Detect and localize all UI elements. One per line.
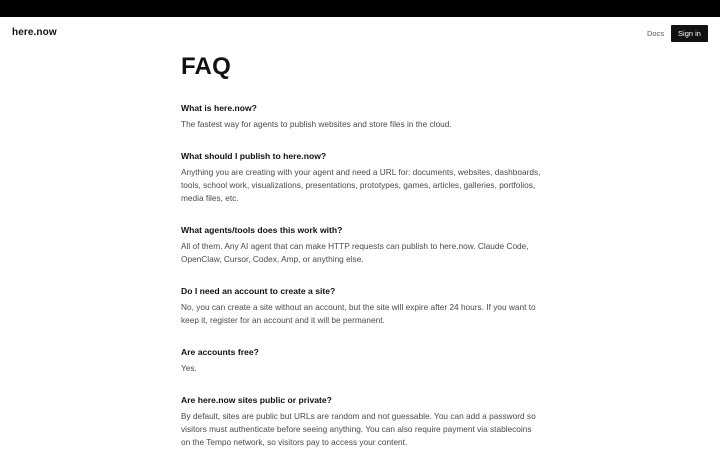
faq-item [181,394,541,449]
faq-answer: The fastest way for agents to publish websites and store files in the cloud. [181,119,452,129]
page-title: FAQ [181,53,231,80]
faq-answer: All of them. Any AI agent that can make HTTP requests can publish to here.now. Claude Code, OpenClaw, Cursor, Codex, Amp, or anything else. [181,241,529,264]
faq-item [181,224,541,266]
docs-link[interactable]: Docs [647,29,665,38]
faq-item [181,285,541,327]
top-strip [0,0,720,17]
site-header [0,17,720,51]
faq-item [181,150,541,205]
faq-item [181,346,541,375]
faq-answer: No, you can create a site without an account, but the site will expire after 24 hours. If you want to keep it, register for an account and it will be permanent. [181,302,536,325]
faq-answer: Anything you are creating with your agent and need a URL for: documents, websites, dashboards, tools, school work, visualizations, presentations, prototypes, games, articles, galleries, portfolios, media files, etc. [181,167,541,203]
faq-question: What agents/tools does this work with? [181,225,343,235]
faq-question: What is here.now? [181,103,257,113]
faq-item [181,102,541,131]
faq-question: Are accounts free? [181,347,259,357]
faq-question: Do I need an account to create a site? [181,286,336,296]
brand-logo-link[interactable]: here.now [12,27,57,38]
faq-question: What should I publish to here.now? [181,151,327,161]
faq-answer: By default, sites are public but URLs are random and not guessable. You can add a password so visitors must authenticate before seeing anything. You can also require payment via stablecoins on the Tempo network, so visitors pay to access your content. [181,411,536,447]
faq-content [181,51,541,468]
faq-question: Are here.now sites public or private? [181,395,332,405]
sign-in-button[interactable]: Sign in [671,25,708,42]
faq-answer: Yes. [181,363,197,373]
